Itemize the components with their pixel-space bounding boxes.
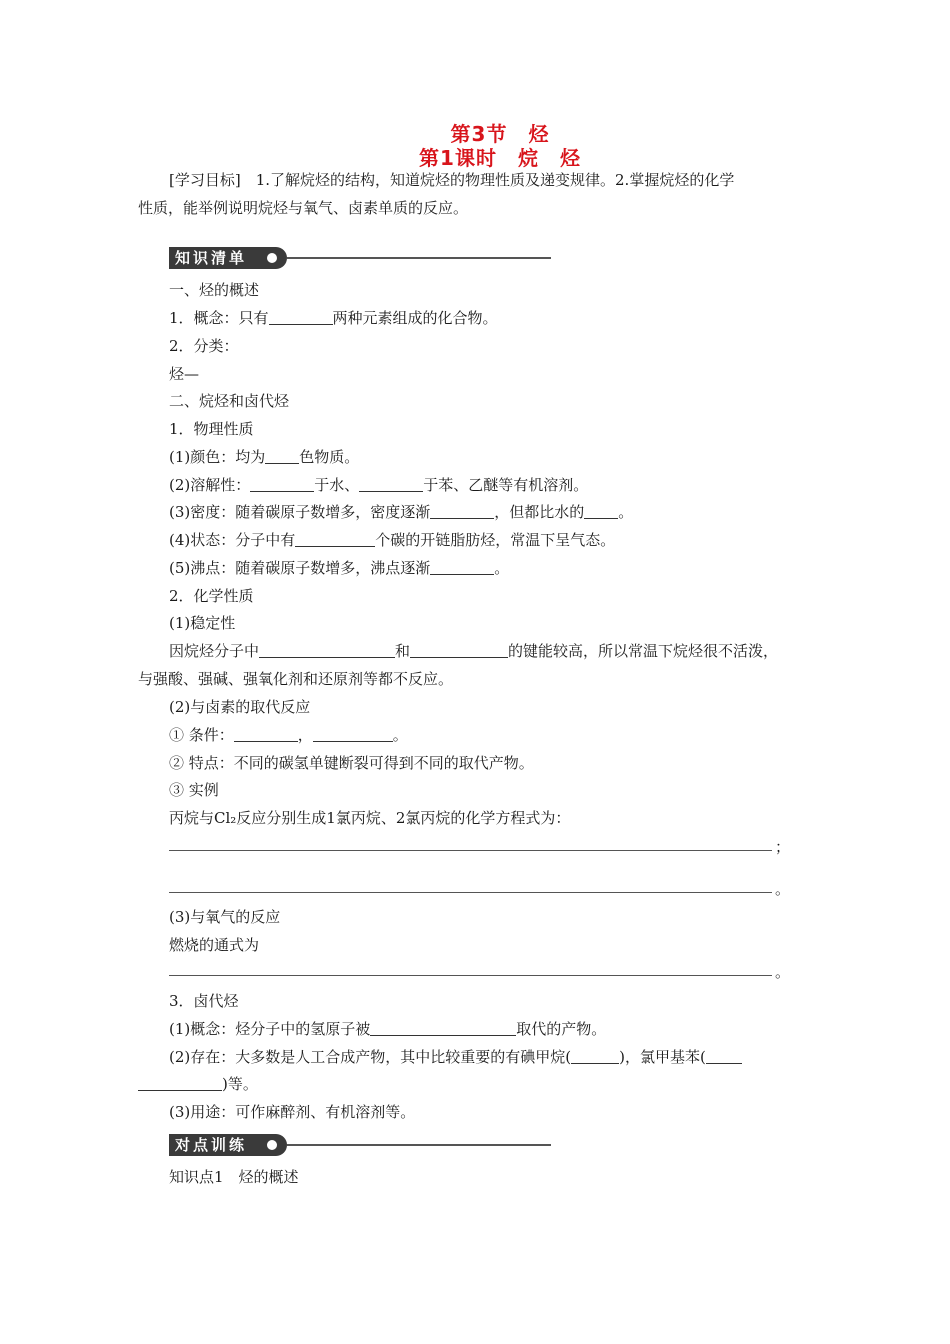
text: 和 (395, 642, 411, 660)
text: (1)颜色：均为 (169, 448, 266, 466)
section-title: 第3节 烃 (450, 122, 550, 146)
answer-blank[interactable] (234, 726, 298, 742)
text: ， (297, 726, 313, 744)
practice-label: 对点训练 (169, 1134, 287, 1156)
density-line (169, 502, 633, 522)
text: 于水、 (314, 476, 360, 494)
hydrocarbon-branch: 烃— (169, 365, 200, 383)
state-line (169, 530, 615, 550)
heading-hydrocarbon-overview: 一、烃的概述 (169, 281, 260, 299)
text: 。 (392, 726, 408, 744)
answer-blank[interactable] (370, 1020, 516, 1036)
knowledge-list-label: 知识清单 (169, 247, 287, 269)
header-rule (287, 1144, 551, 1146)
answer-blank[interactable] (410, 642, 508, 658)
equation-answer-line-2[interactable] (169, 892, 772, 893)
halogen-substitution-heading: (2)与卤素的取代反应 (169, 698, 311, 716)
existence-line (169, 1047, 742, 1067)
combustion-formula-line: 燃烧的通式为 (169, 936, 260, 954)
stability-line-cont: 与强酸、强碱、强氧化剂和还原剂等都不反应。 (138, 670, 454, 688)
existence-line-cont (138, 1074, 258, 1094)
color-line (169, 447, 359, 467)
text: 。 (494, 559, 510, 577)
text: 两种元素组成的化合物。 (332, 309, 498, 327)
text: ，但都比水的 (494, 503, 585, 521)
text: 于苯、乙醚等有机溶剂。 (423, 476, 589, 494)
answer-blank[interactable] (584, 503, 618, 519)
answer-blank[interactable] (706, 1048, 742, 1064)
objectives-line-1: [学习目标] 1.了解烷烃的结构，知道烷烃的物理性质及递变规律。2.掌握烷烃的化学 (169, 171, 735, 189)
bullet-dot-icon (267, 1140, 277, 1150)
text: (2)溶解性： (169, 476, 251, 494)
text: 因烷烃分子中 (169, 642, 260, 660)
solubility-line (169, 475, 588, 495)
answer-blank[interactable] (295, 531, 375, 547)
text: 。 (618, 503, 634, 521)
example-heading: ③ 实例 (169, 781, 219, 799)
propane-reaction-line: 丙烷与Cl₂反应分别生成1氯丙烷、2氯丙烷的化学方程式为： (169, 809, 571, 827)
text: 取代的产物。 (516, 1020, 607, 1038)
answer-blank[interactable] (265, 448, 299, 464)
text: 个碳的开链脂肪烃，常温下呈气态。 (375, 531, 616, 549)
condition-line (169, 725, 408, 745)
text: )，氯甲基苯( (619, 1048, 706, 1066)
objectives-line-2: 性质，能举例说明烷烃与氧气、卤素单质的反应。 (138, 199, 469, 217)
text: (3)密度：随着碳原子数增多，密度逐渐 (169, 503, 431, 521)
knowledge-list-header (169, 247, 551, 269)
text: 的键能较高，所以常温下烷烃很不活泼， (508, 642, 779, 660)
haloalkane-heading: 3．卤代烃 (169, 992, 239, 1010)
answer-blank[interactable] (359, 476, 423, 492)
lesson-title: 第1课时 烷 烃 (419, 146, 581, 170)
header-rule (287, 257, 551, 259)
heading-alkanes-haloalkanes: 二、烷烃和卤代烃 (169, 392, 290, 410)
feature-line: ② 特点：不同的碳氢单键断裂可得到不同的取代产物。 (169, 754, 534, 772)
text: 色物质。 (299, 448, 360, 466)
period-mark: 。 (775, 963, 791, 981)
text: (5)沸点：随着碳原子数增多，沸点逐渐 (169, 559, 431, 577)
answer-blank[interactable] (571, 1048, 619, 1064)
knowledge-point-1: 知识点1 烃的概述 (169, 1168, 299, 1186)
answer-blank[interactable] (250, 476, 314, 492)
equation-answer-line-1[interactable] (169, 850, 772, 851)
answer-blank[interactable] (269, 309, 333, 325)
stability-line (169, 641, 778, 661)
classification-line: 2．分类： (169, 337, 239, 355)
text: )等。 (222, 1075, 258, 1093)
semicolon-mark: ； (775, 838, 791, 856)
answer-blank[interactable] (138, 1075, 222, 1091)
answer-blank[interactable] (313, 726, 393, 742)
stability-heading: (1)稳定性 (169, 614, 236, 632)
text: ① 条件： (169, 726, 234, 744)
text: 1．概念：只有 (169, 309, 269, 327)
concept-line (169, 308, 498, 328)
bullet-dot-icon (267, 253, 277, 263)
answer-blank[interactable] (430, 559, 494, 575)
answer-blank[interactable] (430, 503, 494, 519)
text: (1)概念：烃分子中的氢原子被 (169, 1020, 371, 1038)
period-mark: 。 (775, 880, 791, 898)
usage-line: (3)用途：可作麻醉剂、有机溶剂等。 (169, 1103, 416, 1121)
chemical-properties-heading: 2．化学性质 (169, 587, 254, 605)
physical-properties-heading: 1．物理性质 (169, 420, 254, 438)
oxygen-reaction-heading: (3)与氧气的反应 (169, 908, 281, 926)
haloalkane-concept-line (169, 1019, 606, 1039)
combustion-answer-line[interactable] (169, 975, 772, 976)
text: (2)存在：大多数是人工合成产物，其中比较重要的有碘甲烷( (169, 1048, 572, 1066)
text: (4)状态：分子中有 (169, 531, 296, 549)
practice-header (169, 1134, 551, 1156)
boiling-point-line (169, 558, 509, 578)
answer-blank[interactable] (259, 642, 395, 658)
